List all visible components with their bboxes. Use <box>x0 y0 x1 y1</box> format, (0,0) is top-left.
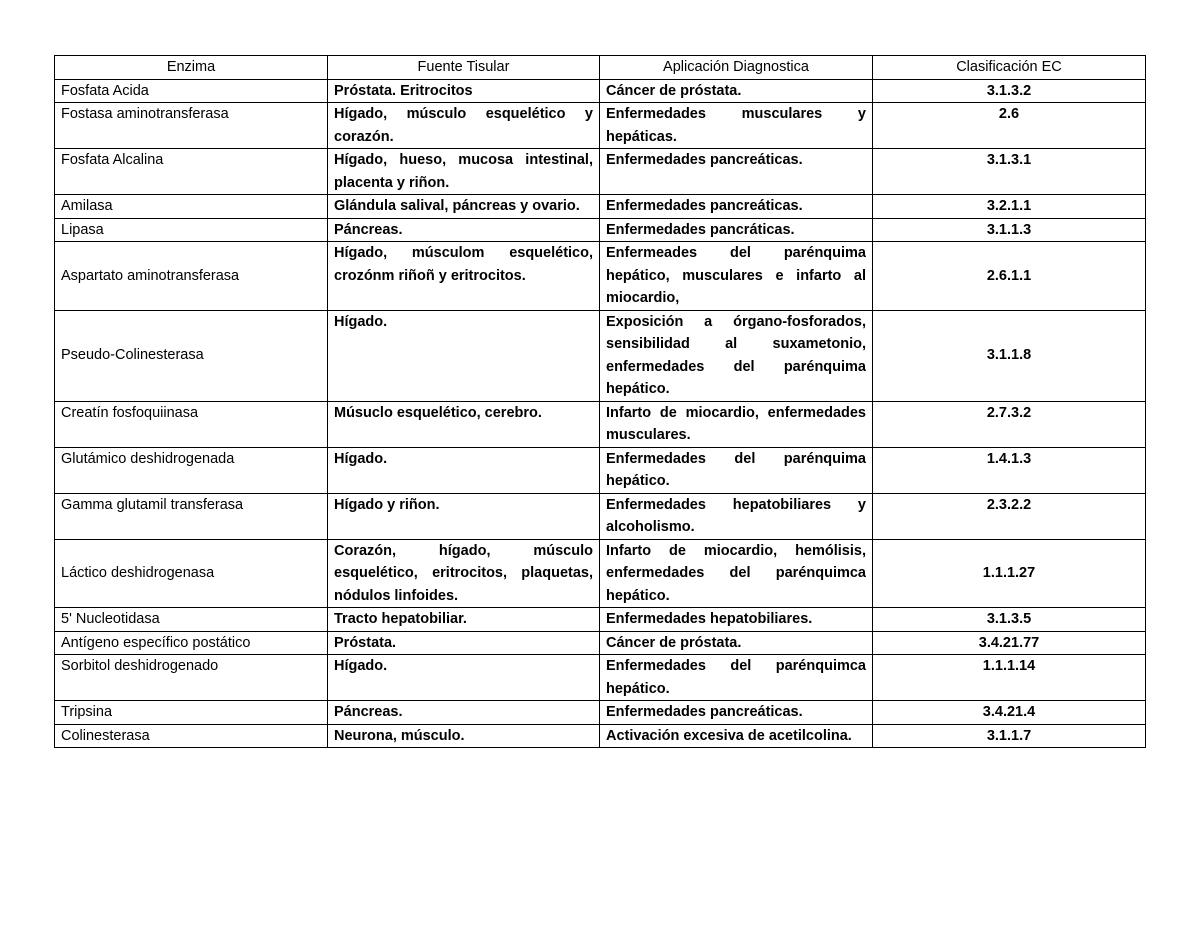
cell-enzima: Creatín fosfoquiinasa <box>55 401 328 447</box>
cell-ec: 3.4.21.4 <box>873 701 1146 725</box>
cell-fuente: Hígado. <box>328 310 600 401</box>
cell-fuente: Tracto hepatobiliar. <box>328 608 600 632</box>
cell-fuente: Páncreas. <box>328 218 600 242</box>
cell-enzima: Fosfata Acida <box>55 79 328 103</box>
cell-fuente: Páncreas. <box>328 701 600 725</box>
cell-ec: 3.1.1.8 <box>873 310 1146 401</box>
cell-fuente: Músuclo esquelético, cerebro. <box>328 401 600 447</box>
cell-fuente: Hígado, hueso, mucosa intestinal, placenta y riñon. <box>328 149 600 195</box>
enzyme-table <box>54 55 1146 748</box>
cell-ec: 3.1.3.1 <box>873 149 1146 195</box>
cell-fuente: Hígado. <box>328 655 600 701</box>
cell-aplicacion: Enfermedades pancreáticas. <box>600 195 873 219</box>
header-clasificacion-ec: Clasificación EC <box>873 56 1146 80</box>
cell-ec: 2.3.2.2 <box>873 493 1146 539</box>
header-enzima: Enzima <box>55 56 328 80</box>
cell-enzima: Glutámico deshidrogenada <box>55 447 328 493</box>
cell-aplicacion: Exposición a órgano-fosforados, sensibilidad al suxametonio, enfermedades del parénquima hepático. <box>600 310 873 401</box>
cell-aplicacion: Enfermedades del parénquimca hepático. <box>600 655 873 701</box>
cell-aplicacion: Enfermedades pancreáticas. <box>600 149 873 195</box>
cell-enzima: Láctico deshidrogenasa <box>55 539 328 608</box>
table-header-row <box>55 56 1146 80</box>
header-fuente-tisular: Fuente Tisular <box>328 56 600 80</box>
table-row <box>55 447 1146 493</box>
cell-ec: 2.7.3.2 <box>873 401 1146 447</box>
cell-ec: 2.6 <box>873 103 1146 149</box>
cell-aplicacion: Enfermedades del parénquima hepático. <box>600 447 873 493</box>
table-row <box>55 539 1146 608</box>
cell-fuente: Próstata. <box>328 631 600 655</box>
cell-enzima: Gamma glutamil transferasa <box>55 493 328 539</box>
cell-fuente: Hígado y riñon. <box>328 493 600 539</box>
cell-aplicacion: Enfermedades pancráticas. <box>600 218 873 242</box>
cell-ec: 3.4.21.77 <box>873 631 1146 655</box>
table-row <box>55 149 1146 195</box>
cell-ec: 3.1.3.5 <box>873 608 1146 632</box>
cell-enzima: Colinesterasa <box>55 724 328 748</box>
cell-aplicacion: Enfermedades hepatobiliares. <box>600 608 873 632</box>
table-row <box>55 103 1146 149</box>
table-row <box>55 195 1146 219</box>
cell-ec: 3.2.1.1 <box>873 195 1146 219</box>
cell-enzima: Fosfata Alcalina <box>55 149 328 195</box>
table-row <box>55 242 1146 311</box>
cell-aplicacion: Enfermedades pancreáticas. <box>600 701 873 725</box>
cell-enzima: Fostasa aminotransferasa <box>55 103 328 149</box>
cell-enzima: Pseudo-Colinesterasa <box>55 310 328 401</box>
cell-enzima: Aspartato aminotransferasa <box>55 242 328 311</box>
cell-fuente: Hígado, músculom esquelético, crozónm riñoñ y eritrocitos. <box>328 242 600 311</box>
cell-fuente: Próstata. Eritrocitos <box>328 79 600 103</box>
cell-fuente: Hígado. <box>328 447 600 493</box>
header-aplicacion-diagnostica: Aplicación Diagnostica <box>600 56 873 80</box>
table-row <box>55 218 1146 242</box>
table-row <box>55 608 1146 632</box>
cell-aplicacion: Cáncer de próstata. <box>600 79 873 103</box>
cell-ec: 1.1.1.14 <box>873 655 1146 701</box>
cell-ec: 3.1.1.3 <box>873 218 1146 242</box>
cell-enzima: Sorbitol deshidrogenado <box>55 655 328 701</box>
table-row <box>55 310 1146 401</box>
cell-aplicacion: Activación excesiva de acetilcolina. <box>600 724 873 748</box>
cell-aplicacion: Enfermedades hepatobiliares y alcoholismo. <box>600 493 873 539</box>
table-row <box>55 493 1146 539</box>
table-row <box>55 631 1146 655</box>
table-row <box>55 79 1146 103</box>
cell-aplicacion: Enfermedades musculares y hepáticas. <box>600 103 873 149</box>
cell-enzima: Lipasa <box>55 218 328 242</box>
cell-ec: 1.4.1.3 <box>873 447 1146 493</box>
table-row <box>55 724 1146 748</box>
cell-enzima: Amilasa <box>55 195 328 219</box>
cell-fuente: Neurona, músculo. <box>328 724 600 748</box>
cell-fuente: Glándula salival, páncreas y ovario. <box>328 195 600 219</box>
table-row <box>55 401 1146 447</box>
cell-aplicacion: Enfermeades del parénquima hepático, musculares e infarto al miocardio, <box>600 242 873 311</box>
cell-ec: 1.1.1.27 <box>873 539 1146 608</box>
cell-enzima: Tripsina <box>55 701 328 725</box>
cell-aplicacion: Infarto de miocardio, enfermedades musculares. <box>600 401 873 447</box>
cell-enzima: Antígeno específico postático <box>55 631 328 655</box>
table-row <box>55 655 1146 701</box>
cell-aplicacion: Cáncer de próstata. <box>600 631 873 655</box>
cell-ec: 2.6.1.1 <box>873 242 1146 311</box>
cell-fuente: Corazón, hígado, músculo esquelético, eritrocitos, plaquetas, nódulos linfoides. <box>328 539 600 608</box>
cell-ec: 3.1.1.7 <box>873 724 1146 748</box>
cell-aplicacion: Infarto de miocardio, hemólisis, enfermedades del parénquimca hepático. <box>600 539 873 608</box>
cell-enzima: 5' Nucleotidasa <box>55 608 328 632</box>
cell-fuente: Hígado, músculo esquelético y corazón. <box>328 103 600 149</box>
cell-ec: 3.1.3.2 <box>873 79 1146 103</box>
table-row <box>55 701 1146 725</box>
